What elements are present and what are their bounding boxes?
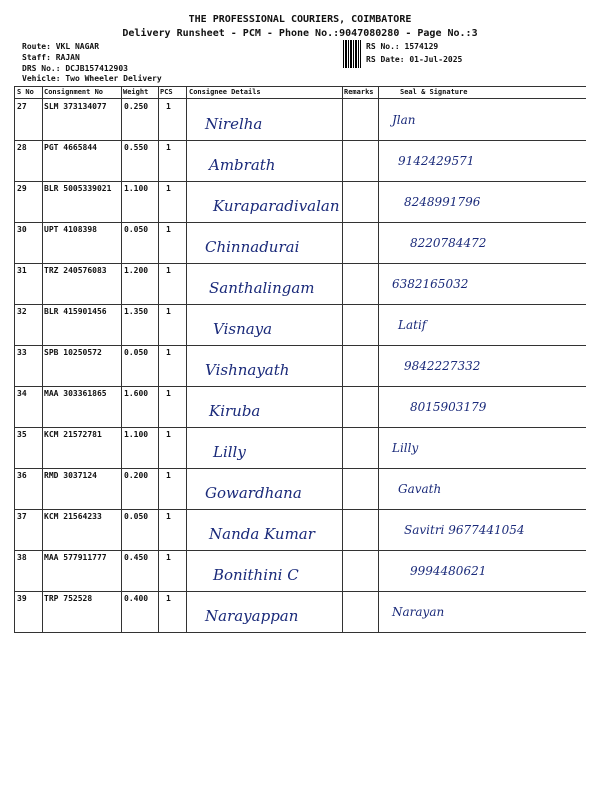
runsheet-subtitle: Delivery Runsheet - PCM - Phone No.:9047080280 - Page No.:3 [122,28,478,39]
row-sno: 30 [17,225,27,234]
header-seal: Seal & Signature [400,88,468,96]
row-weight: 0.050 [124,512,149,521]
row-signature: Narayan [392,605,445,619]
row-pcs: 1 [166,348,171,357]
barcode-image [343,40,361,68]
row-divider [14,386,586,387]
row-consignee-name: Ambrath [209,156,276,174]
row-signature: 6382165032 [392,277,469,291]
vehicle-label: Vehicle: Two Wheeler Delivery [22,74,162,83]
row-consignment-no: MAA 303361865 [44,389,107,398]
row-consignment-no: SLM 373134077 [44,102,107,111]
row-signature: 9994480621 [410,564,487,578]
row-consignment-no: PGT 4665844 [44,143,97,152]
row-sno: 33 [17,348,27,357]
row-consignee-name: Chinnadurai [205,238,300,256]
row-signature: Latif [398,318,427,332]
row-divider [14,140,586,141]
row-pcs: 1 [166,471,171,480]
row-weight: 0.400 [124,594,149,603]
row-divider [14,427,586,428]
row-consignment-no: TRZ 240576083 [44,266,107,275]
row-weight: 0.450 [124,553,149,562]
header-weight: Weight [123,88,149,96]
row-weight: 1.200 [124,266,149,275]
row-sno: 37 [17,512,27,521]
row-divider [14,468,586,469]
row-pcs: 1 [166,512,171,521]
row-consignment-no: KCM 21564233 [44,512,102,521]
row-signature: Savitri 9677441054 [404,523,525,537]
row-divider [14,181,586,182]
row-pcs: 1 [166,143,171,152]
rs-date: RS Date: 01-Jul-2025 [366,55,463,64]
row-signature: 9142429571 [398,154,475,168]
header-consignment: Consignment No [44,88,104,96]
row-weight: 0.250 [124,102,149,111]
row-divider [14,304,586,305]
row-consignment-no: BLR 5005339021 [44,184,112,193]
table-header-divider [14,98,586,99]
row-sno: 35 [17,430,27,439]
row-consignee-name: Kuraparadivalan [213,197,340,215]
row-weight: 1.600 [124,389,149,398]
row-sno: 27 [17,102,27,111]
header-consignee: Consignee Details [189,88,261,96]
row-consignment-no: BLR 415901456 [44,307,107,316]
row-signature: 8220784472 [410,236,487,250]
row-pcs: 1 [166,389,171,398]
route-label: Route: VKL NAGAR [22,42,100,51]
row-consignee-name: Vishnayath [205,361,290,379]
row-sno: 32 [17,307,27,316]
row-pcs: 1 [166,594,171,603]
row-divider [14,509,586,510]
rs-number: RS No.: 1574129 [366,42,439,51]
row-divider [14,345,586,346]
row-consignment-no: TRP 752528 [44,594,93,603]
row-sno: 34 [17,389,27,398]
row-pcs: 1 [166,553,171,562]
row-pcs: 1 [166,266,171,275]
row-signature: 8248991796 [404,195,481,209]
row-consignment-no: UPT 4108398 [44,225,97,234]
header-sno: S No [17,88,34,96]
row-sno: 36 [17,471,27,480]
row-weight: 0.050 [124,225,149,234]
row-signature: Gavath [398,482,442,496]
row-consignee-name: Lilly [213,443,246,461]
row-pcs: 1 [166,430,171,439]
table-border-top [14,86,586,87]
row-divider [14,263,586,264]
row-divider [14,222,586,223]
header-remarks: Remarks [344,88,374,96]
row-sno: 39 [17,594,27,603]
row-signature: 9842227332 [404,359,481,373]
row-consignee-name: Narayappan [205,607,299,625]
row-consignment-no: MAA 577911777 [44,553,107,562]
row-divider [14,550,586,551]
row-consignee-name: Kiruba [209,402,261,420]
row-sno: 38 [17,553,27,562]
row-signature: Jlan [392,113,416,127]
row-consignee-name: Nanda Kumar [209,525,315,543]
row-consignment-no: SPB 10250572 [44,348,102,357]
row-sno: 28 [17,143,27,152]
row-divider [14,632,586,633]
row-weight: 0.550 [124,143,149,152]
row-weight: 1.100 [124,430,149,439]
row-weight: 0.050 [124,348,149,357]
row-consignee-name: Bonithini C [213,566,299,584]
row-weight: 1.350 [124,307,149,316]
row-pcs: 1 [166,102,171,111]
row-weight: 1.100 [124,184,149,193]
row-divider [14,591,586,592]
row-consignee-name: Nirelha [205,115,263,133]
row-weight: 0.200 [124,471,149,480]
company-title: THE PROFESSIONAL COURIERS, COIMBATORE [188,14,412,25]
row-consignment-no: KCM 21572781 [44,430,102,439]
header-pcs: PCS [160,88,173,96]
row-sno: 29 [17,184,27,193]
drs-label: DRS No.: DCJB157412903 [22,64,128,73]
row-signature: 8015903179 [410,400,487,414]
row-pcs: 1 [166,184,171,193]
row-sno: 31 [17,266,27,275]
staff-label: Staff: RAJAN [22,53,80,62]
row-pcs: 1 [166,307,171,316]
row-pcs: 1 [166,225,171,234]
row-consignment-no: RMD 3037124 [44,471,97,480]
row-signature: Lilly [392,441,419,455]
row-consignee-name: Santhalingam [209,279,315,297]
row-consignee-name: Gowardhana [205,484,302,502]
row-consignee-name: Visnaya [213,320,273,338]
